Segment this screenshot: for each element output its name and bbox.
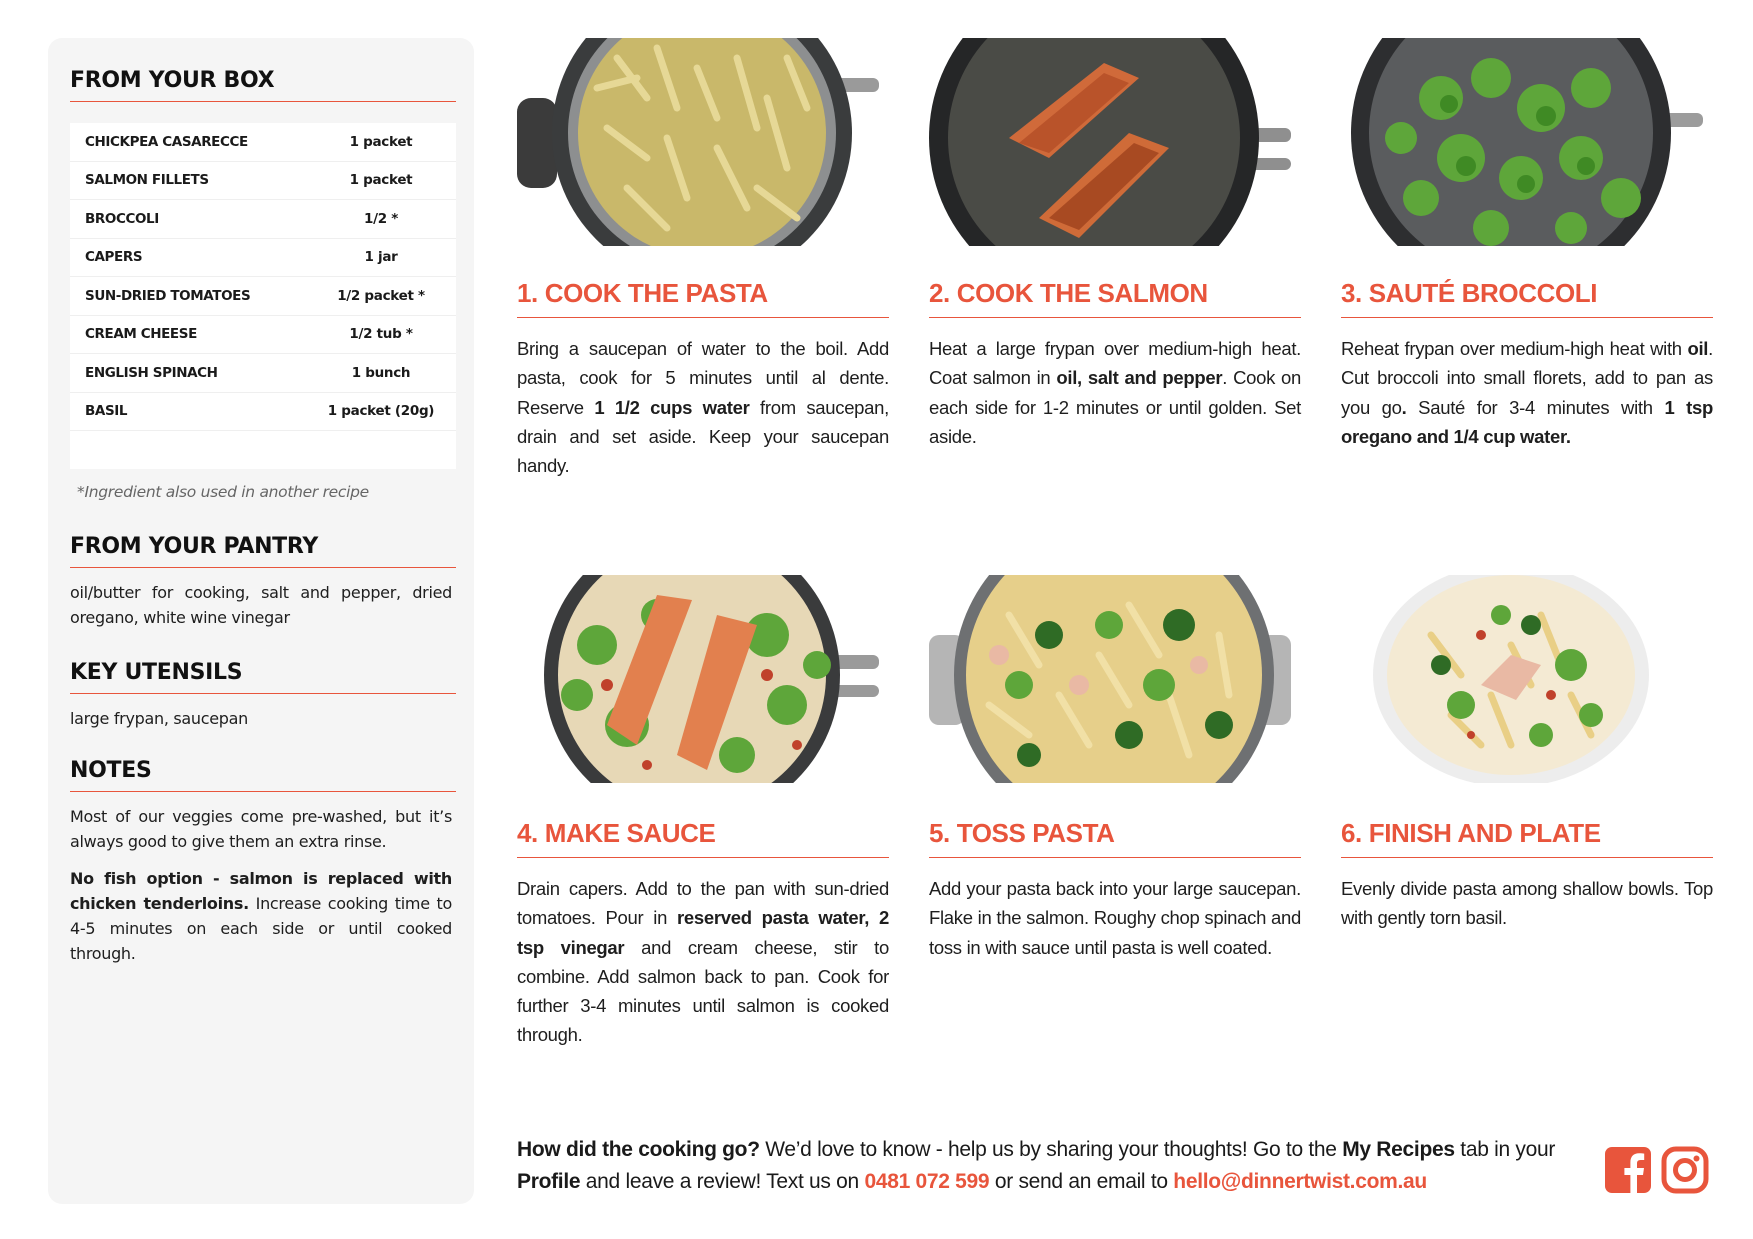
ingredient-name: BASIL	[85, 403, 128, 420]
step-6-body	[1341, 874, 1713, 933]
ingredient-qty: 1 bunch	[351, 364, 411, 381]
step-2-image	[929, 38, 1291, 246]
ingredient-row	[70, 354, 456, 393]
step-2-body	[929, 334, 1301, 451]
step-5-body	[929, 874, 1301, 962]
step-4-title: 4. MAKE SAUCE	[517, 818, 889, 858]
step-body-text: Drain capers. Add to the pan with sun-dried tomatoes. Pour in	[517, 878, 889, 929]
step-body-text: Reheat frypan over medium-high heat with	[1341, 338, 1688, 359]
from-your-pantry-heading: FROM YOUR PANTRY	[70, 534, 456, 568]
step-body-bold: reserved pasta water, 2 tsp vinegar	[517, 907, 889, 958]
ingredient-qty: 1 packet	[349, 172, 413, 189]
ingredient-qty: 1/2 *	[364, 210, 398, 227]
step-body-text: from saucepan, drain and set aside. Keep your saucepan handy.	[517, 396, 889, 477]
footer-profile[interactable]: Profile	[517, 1170, 581, 1193]
step-body-bold: 1 1/2 cups water	[594, 396, 750, 418]
footer-text-3: and leave a review! Text us on	[580, 1170, 865, 1193]
ingredient-qty: 1/2 tub *	[349, 326, 413, 343]
ingredient-name: BROCCOLI	[85, 210, 159, 227]
sidebar-panel	[48, 38, 474, 1204]
ingredients-table	[70, 123, 456, 469]
step-3-image	[1341, 38, 1703, 246]
feedback-footer	[517, 1134, 1577, 1198]
ingredient-name: CHICKPEA CASARECCE	[85, 133, 248, 150]
ingredient-row	[70, 162, 456, 201]
step-1-title: 1. COOK THE PASTA	[517, 278, 889, 318]
step-body-text: . Cook on each side for 1-2 minutes or until golden. Set aside.	[929, 367, 1301, 447]
facebook-icon[interactable]	[1604, 1146, 1652, 1194]
footer-my-recipes[interactable]: My Recipes	[1342, 1138, 1455, 1161]
footer-email-link[interactable]: hello@dinnertwist.com.au	[1173, 1170, 1427, 1193]
footer-text-1: We’d love to know - help us by sharing your thoughts! Go to the	[759, 1138, 1343, 1161]
step-6-title: 6. FINISH AND PLATE	[1341, 818, 1713, 858]
step-body-text: Bring a saucepan of water to the boil. Add pasta, cook for 5 minutes until al dente. Reserve	[517, 338, 889, 418]
step-6-image	[1341, 575, 1703, 783]
instagram-icon[interactable]	[1661, 1146, 1709, 1194]
ingredient-name: CAPERS	[85, 249, 143, 266]
step-1-image	[517, 38, 879, 246]
ingredient-qty: 1 packet (20g)	[327, 403, 435, 420]
ingredient-row	[70, 123, 456, 162]
step-1-body	[517, 334, 889, 480]
step-4-body	[517, 874, 889, 1050]
step-body-text: Sauté for 3-4 minutes with	[1406, 396, 1665, 418]
step-body-text: Add your pasta back into your large saucepan. Flake in the salmon. Roughy chop spinach and toss in with sauce until pasta is well coated.	[929, 878, 1301, 958]
ingredient-name: ENGLISH SPINACH	[85, 364, 218, 381]
step-body-text: Evenly divide pasta among shallow bowls. Top with gently torn basil.	[1341, 878, 1713, 929]
ingredient-row	[70, 239, 456, 278]
footer-text-4: or send an email to	[989, 1170, 1174, 1193]
step-body-bold: oil	[1687, 338, 1709, 359]
from-your-box-heading: FROM YOUR BOX	[70, 68, 456, 102]
step-body-text: Heat a large frypan over medium-high heat. Coat salmon in	[929, 338, 1301, 389]
step-2-title: 2. COOK THE SALMON	[929, 278, 1301, 318]
footer-phone-link[interactable]: 0481 072 599	[864, 1170, 990, 1193]
notes-text: Most of our veggies come pre-washed, but it’s always good to give them an extra rinse.	[70, 807, 452, 851]
notes-no-fish-bold: No fish option - salmon is replaced with chicken tenderloins.	[70, 869, 452, 913]
step-3-body	[1341, 334, 1713, 451]
ingredient-name: CREAM CHEESE	[85, 326, 197, 343]
ingredient-qty: 1 packet	[349, 133, 413, 150]
notes-heading: NOTES	[70, 758, 456, 792]
ingredient-row	[70, 316, 456, 355]
step-body-text: and cream cheese, stir to combine. Add salmon back to pan. Cook for further 3-4 minutes until salmon is cooked through.	[517, 936, 889, 1046]
step-body-text: . Cut broccoli into small florets, add to pan as you go	[1341, 338, 1713, 418]
utensils-text: large frypan, saucepan	[70, 709, 249, 728]
step-body-bold: .	[1401, 396, 1407, 418]
step-3-title: 3. SAUTÉ BROCCOLI	[1341, 278, 1713, 318]
ingredient-qty: 1/2 packet *	[337, 287, 425, 304]
notes-no-fish-text	[70, 866, 452, 966]
step-4-image	[517, 575, 879, 783]
ingredient-name: SALMON FILLETS	[85, 172, 209, 189]
notes-no-fish-rest: Increase cooking time to 4-5 minutes on each side or until cooked through.	[70, 894, 452, 963]
footer-text-2: tab in your	[1454, 1138, 1556, 1161]
ingredient-row	[70, 393, 456, 432]
step-5-title: 5. TOSS PASTA	[929, 818, 1301, 858]
ingredient-row	[70, 277, 456, 316]
step-5-image	[929, 575, 1291, 783]
pantry-text: oil/butter for cooking, salt and pepper, dried oregano, white wine vinegar	[70, 583, 452, 627]
step-body-bold: 1 tsp oregano and 1/4 cup water.	[1341, 396, 1713, 447]
key-utensils-heading: KEY UTENSILS	[70, 660, 456, 694]
step-body-bold: oil, salt and pepper	[1056, 367, 1223, 389]
ingredient-row	[70, 200, 456, 239]
footer-question: How did the cooking go?	[517, 1138, 760, 1161]
ingredient-name: SUN-DRIED TOMATOES	[85, 287, 251, 304]
ingredient-footnote: *Ingredient also used in another recipe	[77, 483, 369, 501]
ingredient-qty: 1 jar	[364, 249, 398, 266]
